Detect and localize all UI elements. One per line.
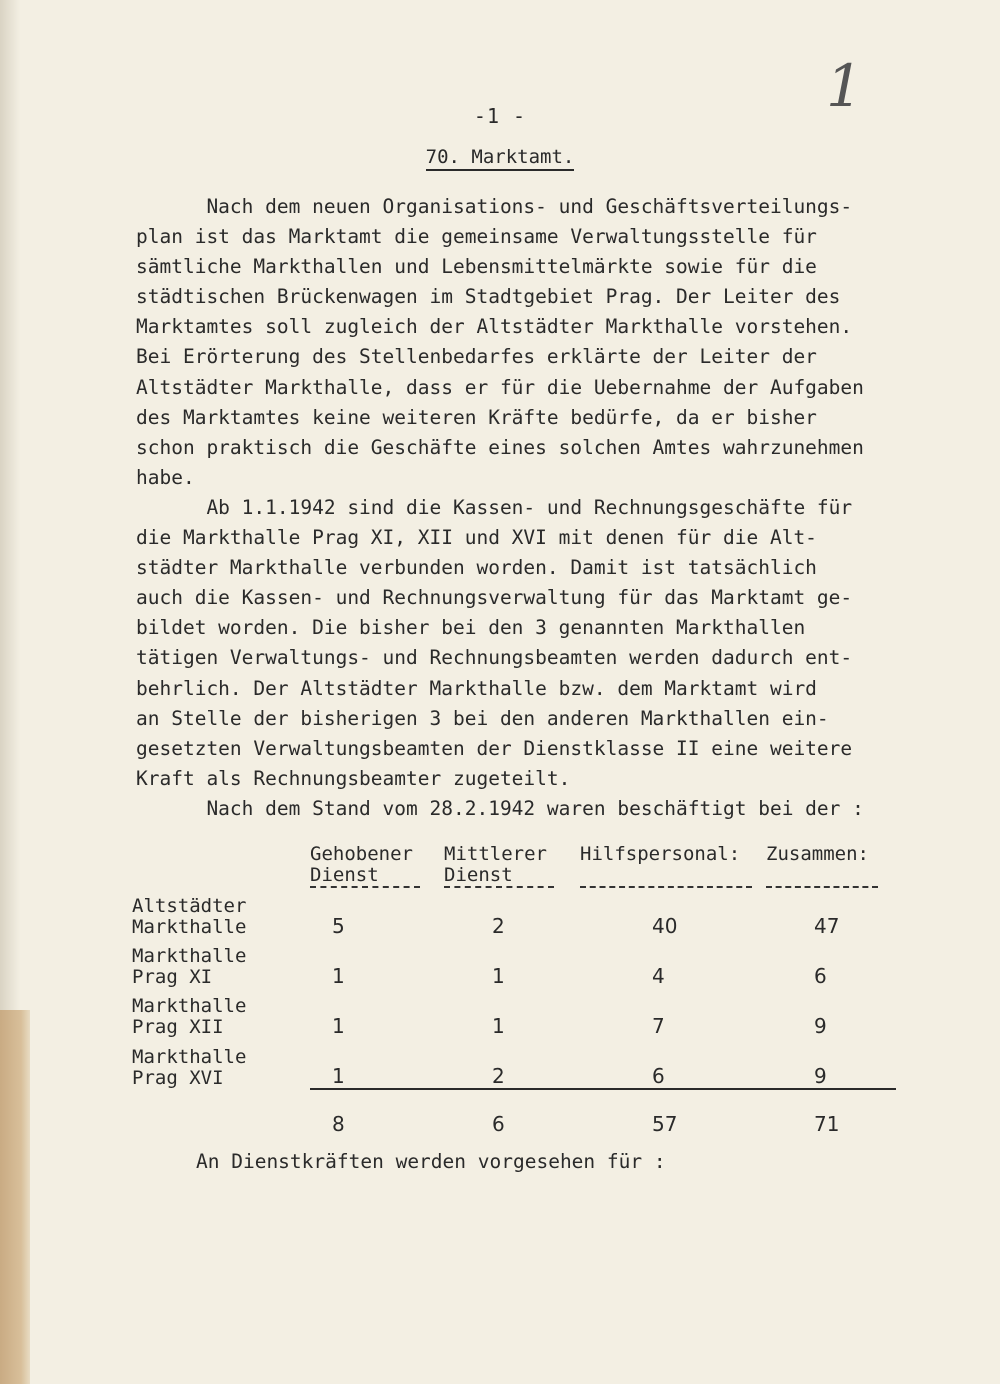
cell-zusammen: 9 — [814, 1014, 827, 1038]
cell-gehobener: 1 — [310, 1038, 444, 1089]
cell-mittlerer: 2 — [492, 914, 505, 938]
text-line: an Stelle der bisherigen 3 bei den anderen Markthallen ein- — [136, 706, 829, 730]
closing-line: An Dienstkräften werden vorgesehen für : — [196, 1150, 666, 1173]
text-line: des Marktamtes keine weiteren Kräfte bedürfe, da er bisher — [136, 405, 817, 429]
cell-zusammen: 47 — [814, 914, 840, 938]
text-line: Ab 1.1.1942 sind die Kassen- und Rechnungsgeschäfte für — [136, 495, 853, 519]
cell-mittlerer: 1 — [492, 1014, 505, 1038]
row-label: Markthalle Prag XVI — [132, 1046, 247, 1089]
cell-zusammen: 9 — [766, 1038, 896, 1089]
cell-gehobener: 1 — [332, 964, 345, 988]
text-line: Marktamtes soll zugleich der Altstädter Markthalle vorstehen. — [136, 315, 853, 339]
staff-table — [132, 838, 896, 1136]
row-label: Markthalle Prag XII — [132, 995, 247, 1038]
cell-hilfspersonal: 6 — [580, 1038, 766, 1089]
row-label: Markthalle Prag XI — [132, 945, 247, 988]
text-line: bildet worden. Die bisher bei den 3 genannten Markthallen — [136, 616, 806, 640]
table-row — [132, 1038, 896, 1089]
section-heading-text: 70. Marktamt. — [426, 146, 575, 171]
row-label: Altstädter Markthalle — [132, 895, 247, 938]
table-row — [132, 888, 896, 938]
handwritten-folio-number: 1 — [826, 52, 863, 120]
text-line: Nach dem Stand vom 28.2.1942 waren beschäftigt bei der : — [136, 796, 864, 820]
cell-gehobener: 1 — [332, 1014, 345, 1038]
text-line: sämtliche Markthallen und Lebensmittelmärkte sowie für die — [136, 255, 817, 279]
text-line: Kraft als Rechnungsbeamter zugeteilt. — [136, 766, 571, 790]
totals-row — [132, 1089, 896, 1136]
torn-paper-edge — [0, 1010, 30, 1384]
text-line: Nach dem neuen Organisations- und Geschäftsverteilungs- — [136, 195, 853, 218]
text-line: städter Markthalle verbunden worden. Damit ist tatsächlich — [136, 556, 817, 580]
text-line: behrlich. Der Altstädter Markthalle bzw. dem Marktamt wird — [136, 676, 817, 700]
table-row — [132, 938, 896, 988]
cell-mittlerer: 1 — [492, 964, 505, 988]
text-line: Bei Erörterung des Stellenbedarfes erklärte der Leiter der — [136, 345, 817, 369]
cell-hilfspersonal: 7 — [652, 1014, 665, 1038]
cell-zusammen: 6 — [814, 964, 827, 988]
cell-gehobener: 5 — [332, 914, 345, 938]
text-line: auch die Kassen- und Rechnungsverwaltung für das Marktamt ge- — [136, 586, 853, 610]
total-zusammen: 71 — [814, 1112, 840, 1136]
page-number: -1 - — [473, 104, 527, 128]
text-line: gesetzten Verwaltungsbeamten der Dienstklasse II eine weitere — [136, 736, 853, 760]
text-line: tätigen Verwaltungs- und Rechnungsbeamten werden dadurch ent- — [136, 646, 853, 670]
total-gehobener: 8 — [332, 1112, 345, 1136]
text-line: städtischen Brückenwagen im Stadtgebiet Prag. Der Leiter des — [136, 285, 841, 309]
header-zusammen: Zusammen: — [766, 838, 896, 888]
section-heading — [0, 146, 1000, 168]
total-mittlerer: 6 — [492, 1112, 505, 1136]
table-header-row — [132, 838, 896, 888]
table-row — [132, 988, 896, 1038]
total-hilfspersonal: 57 — [652, 1112, 678, 1136]
text-line: Altstädter Markthalle, dass er für die Uebernahme der Aufgaben — [136, 375, 864, 399]
text-line: schon praktisch die Geschäfte eines solchen Amtes wahrzunehmen — [136, 435, 864, 459]
header-hilfspersonal: Hilfspersonal: — [580, 838, 766, 888]
text-line: habe. — [136, 465, 195, 489]
cell-mittlerer: 2 — [444, 1038, 580, 1089]
body-text — [136, 192, 896, 824]
text-line: plan ist das Marktamt die gemeinsame Verwaltungsstelle für — [136, 225, 817, 249]
cell-hilfspersonal: 40 — [652, 914, 678, 938]
cell-hilfspersonal: 4 — [652, 964, 665, 988]
header-gehobener-dienst: Gehobener Dienst — [310, 838, 444, 888]
header-mittlerer-dienst: Mittlerer Dienst — [444, 838, 580, 888]
text-line: die Markthalle Prag XI, XII und XVI mit denen für die Alt- — [136, 526, 817, 550]
